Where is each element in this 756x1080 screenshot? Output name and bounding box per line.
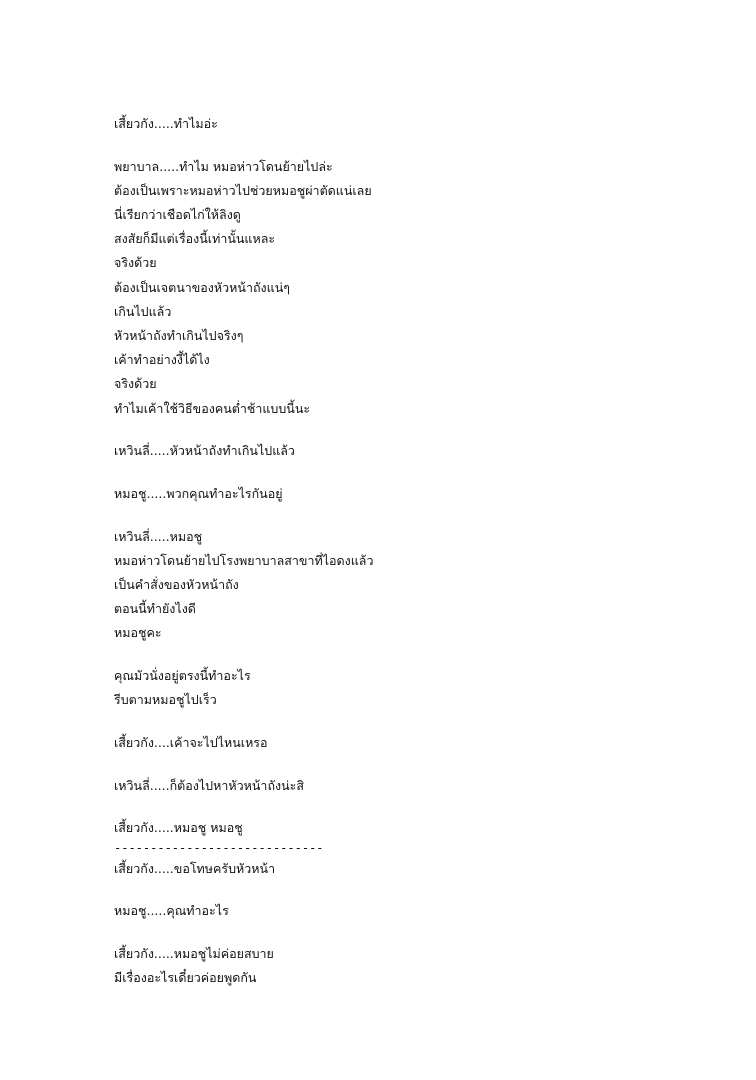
dialogue-line: เค้าทำอย่างงี้ได้ไง [114, 352, 210, 368]
dialogue-paragraph [114, 482, 714, 506]
dialogue-paragraph [114, 112, 714, 136]
dialogue-line: ต้องเป็นเจตนาของหัวหน้าถังแน่ๆ [114, 279, 290, 295]
dialogue-line: เหวินลี่.....ก็ต้องไปหาหัวหน้าถังน่ะสิ [114, 777, 305, 793]
dialogue-line: หมอชู.....คุณทำอะไร [114, 903, 229, 919]
dialogue-paragraph [114, 774, 714, 798]
dialogue-line: หัวหน้าถังทำเกินไปจริงๆ [114, 328, 244, 343]
dialogue-line: เหวินลี่.....หมอชู [114, 528, 203, 544]
dialogue-line: จริงด้วย [114, 255, 157, 271]
dialogue-line: ต้องเป็นเพราะหมอห่าวไปช่วยหมอชูผ่าตัดแน่เลย [114, 182, 372, 198]
dialogue-line: เสี้ยวกัง.....ทำไมอ่ะ [114, 116, 218, 131]
dialogue-line: สงสัยก็มีแต่เรื่องนี้เท่านั้นแหละ [114, 231, 276, 247]
dialogue-line: ตอนนี้ทำยังไงดี [114, 601, 196, 617]
dialogue-paragraph [114, 525, 714, 646]
dialogue-line: จริงด้วย [114, 376, 157, 392]
dialogue-paragraph [114, 664, 714, 712]
dialogue-line: มีเรื่องอะไรเดี๋ยวค่อยพูดกัน [114, 970, 257, 986]
dialogue-line: เสี้ยวกัง.....หมอชูไม่ค่อยสบาย [114, 945, 274, 961]
dialogue-line: เกินไปแล้ว [114, 303, 172, 319]
dialogue-paragraph [114, 899, 714, 923]
dialogue-line: ทำไมเค้าใช้วิธีของคนต่ำช้าแบบนี้นะ [114, 400, 311, 416]
dialogue-line: เสี้ยวกัง.....หมอชู หมอชู [114, 820, 243, 836]
dialogue-paragraph [114, 942, 714, 990]
dialogue-line: คุณมัวนั่งอยู่ตรงนี้ทำอะไร [114, 668, 251, 684]
dialogue-line: นี่เรียกว่าเชือดไก่ให้ลิงดู [114, 207, 241, 223]
document-page [114, 112, 714, 1009]
dialogue-line: หมอชูคะ [114, 625, 162, 641]
dialogue-line: เสี้ยวกัง....เค้าจะไปไหนเหรอ [114, 734, 268, 750]
dialogue-paragraph [114, 857, 714, 881]
dialogue-line: เสี้ยวกัง.....ขอโทษครับหัวหน้า [114, 860, 276, 876]
scene-separator: ----------------------------- [114, 840, 324, 855]
dialogue-line: หมอห่าวโดนย้ายไปโรงพยาบาลสาขาที่ไอดงแล้ว [114, 552, 374, 568]
dialogue-line: รีบตามหมอชูไปเร็ว [114, 692, 217, 708]
dialogue-paragraph [114, 731, 714, 755]
dialogue-line: หมอชู.....พวกคุณทำอะไรกันอยู่ [114, 485, 283, 501]
dialogue-paragraph [114, 439, 714, 463]
dialogue-line: เป็นคำสั่งของหัวหน้าถัง [114, 577, 239, 592]
dialogue-line: เหวินลี่.....หัวหน้าถังทำเกินไปแล้ว [114, 443, 295, 459]
dialogue-line: พยาบาล.....ทำไม หมอห่าวโดนย้ายไปล่ะ [114, 158, 333, 174]
dialogue-paragraph [114, 816, 714, 854]
dialogue-paragraph [114, 155, 714, 421]
